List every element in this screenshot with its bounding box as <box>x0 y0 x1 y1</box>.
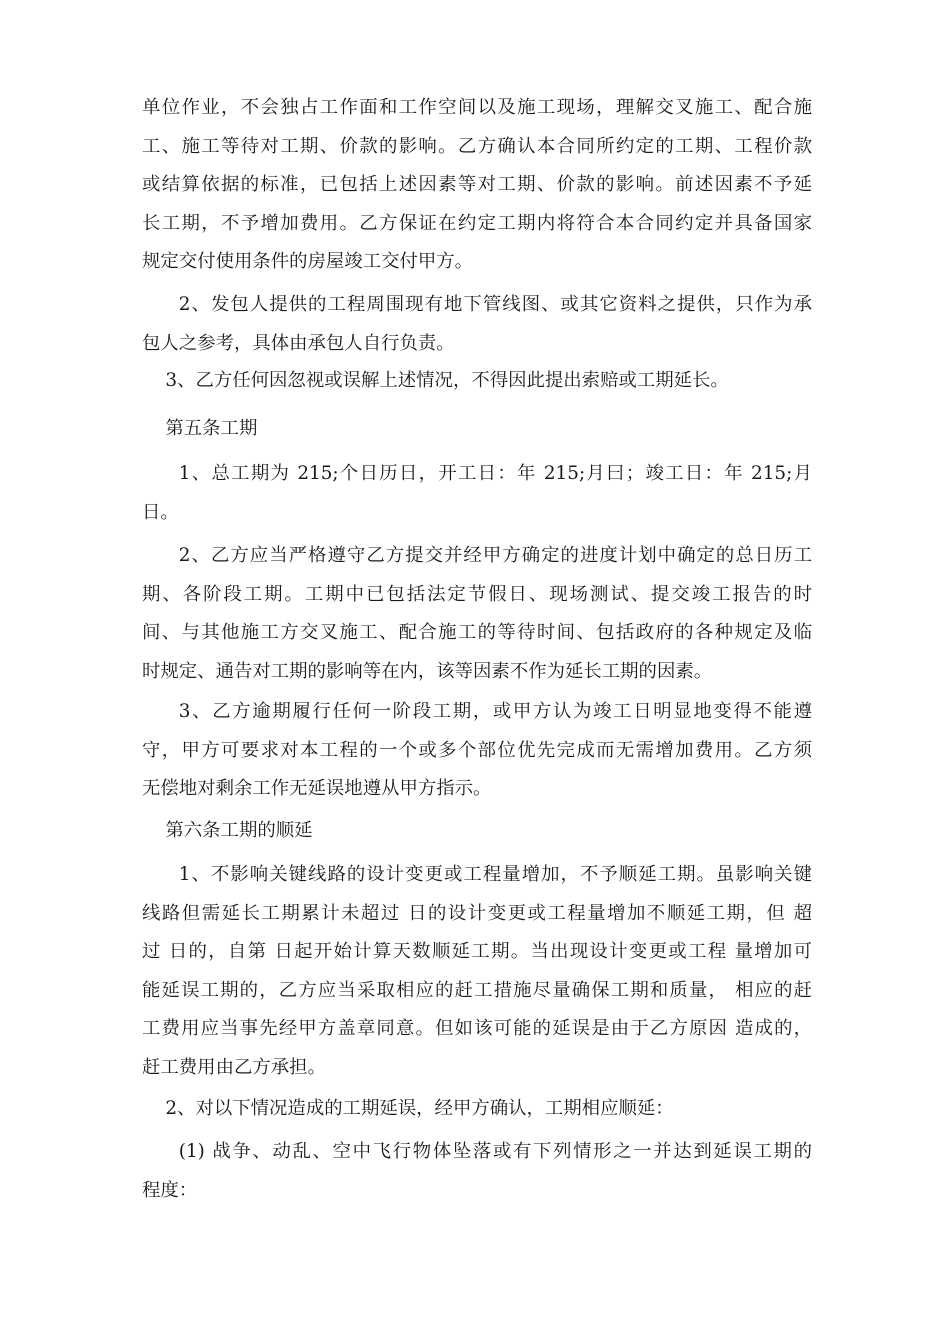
text-line: 长工期，不予增加费用。乙方保证在约定工期内将符合本合同约定并具备国家 <box>142 212 812 234</box>
paragraph <box>142 537 812 691</box>
text-line: 守，甲方可要求对本工程的一个或多个部位优先完成而无需增加费用。乙方须 <box>142 739 812 761</box>
text-line: 赶工费用由乙方承担。 <box>142 1056 326 1078</box>
text-line: 第五条工期 <box>142 418 258 439</box>
text-line: 或结算依据的标准，已包括上述因素等对工期、价款的影响。前述因素不予延 <box>142 174 812 195</box>
text-line: 第六条工期的顺延 <box>142 820 313 841</box>
text-line: 单位作业，不会独占工作面和工作空间以及施工现场，理解交叉施工、配合施 <box>142 97 812 118</box>
text-line: 时规定、通告对工期的影响等在内，该等因素不作为延长工期的因素。 <box>142 660 713 682</box>
text-line: 线路但需延长工期累计未超过 日的设计变更或工程量增加不顺延工期，但 超 <box>142 902 812 924</box>
paragraph <box>142 693 812 809</box>
text-line: 1、总工期为 215;个日历日，开工日：年 215;月曰；竣工日：年 215;月 <box>178 463 812 484</box>
text-line: 能延误工期的，乙方应当采取相应的赶工措施尽量确保工期和质量， 相应的赶 <box>142 979 812 1001</box>
paragraph <box>142 362 812 401</box>
text-line: 规定交付使用条件的房屋竣工交付甲方。 <box>142 251 474 272</box>
text-line: 过 日的，自第 日起开始计算天数顺延工期。当出现设计变更或工程 量增加可 <box>142 941 812 962</box>
paragraph <box>142 1090 812 1129</box>
text-line: 工、施工等待对工期、价款的影响。乙方确认本合同所约定的工期、工程价款 <box>142 135 812 157</box>
text-line: 无偿地对剩余工作无延误地遵从甲方指示。 <box>142 778 492 799</box>
text-line: 日。 <box>142 501 179 523</box>
text-line: 2、乙方应当严格遵守乙方提交并经甲方确定的进度计划中确定的总日历工 <box>178 545 812 566</box>
paragraph <box>142 1133 812 1210</box>
text-line: 3、乙方逾期履行任何一阶段工期，或甲方认为竣工日明显地变得不能遵 <box>178 701 812 722</box>
section-heading <box>142 410 812 449</box>
paragraph <box>142 286 812 363</box>
text-line: 3、乙方任何因忽视或误解上述情况，不得因此提出索赔或工期延长。 <box>142 370 729 391</box>
text-line: 工费用应当事先经甲方盖章同意。但如该可能的延误是由于乙方原因 造成的， <box>142 1018 812 1039</box>
text-line: 期、各阶段工期。工期中已包括法定节假日、现场测试、提交竣工报告的时 <box>142 583 812 605</box>
text-line: 2、对以下情况造成的工期延误，经甲方确认，工期相应顺延： <box>142 1098 674 1119</box>
text-line: 2、发包人提供的工程周围现有地下管线图、或其它资料之提供，只作为承 <box>178 294 812 315</box>
paragraph <box>142 455 812 532</box>
paragraph <box>142 89 812 282</box>
section-heading <box>142 812 812 851</box>
text-line: 间、与其他施工方交叉施工、配合施工的等待时间、包括政府的各种规定及临 <box>142 622 812 643</box>
text-line: (1) 战争、动乱、空中飞行物体坠落或有下列情形之一并达到延误工期的 <box>178 1141 812 1162</box>
text-line: 程度： <box>142 1179 198 1201</box>
text-line: 包人之参考，具体由承包人自行负责。 <box>142 332 455 354</box>
text-line: 1、不影响关键线路的设计变更或工程量增加，不予顺延工期。虽影响关键 <box>178 864 812 885</box>
paragraph <box>142 856 812 1087</box>
